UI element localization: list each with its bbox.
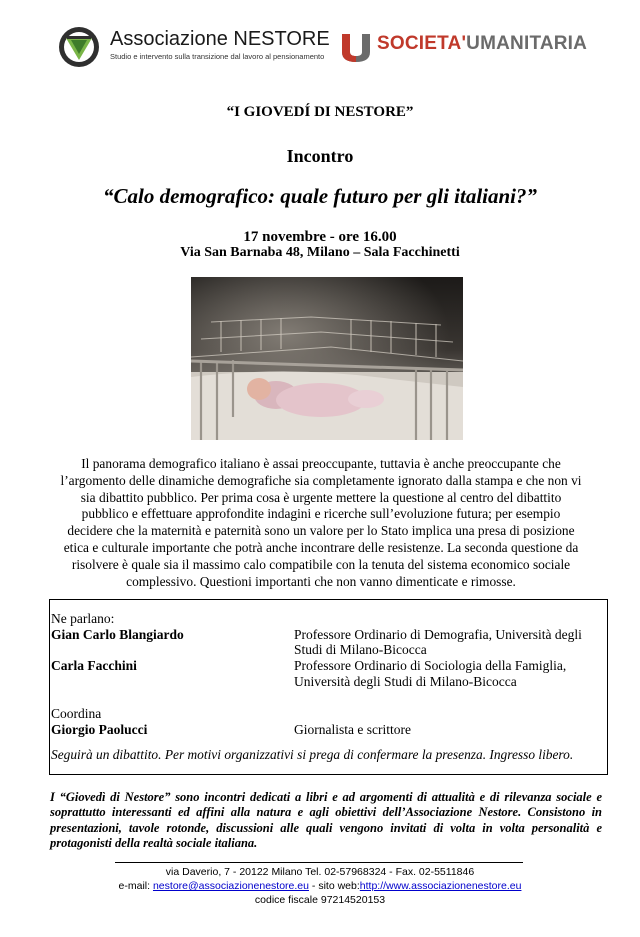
contact-address: via Daverio, 7 - 20122 Milano Tel. 02-57968324 - Fax. 02-5511846 xyxy=(165,866,475,878)
event-note: Seguirà un dibattito. Per motivi organizzativi si prega di confermare la presenza. Ingresso libero. xyxy=(51,747,574,762)
email-link[interactable]: nestore@associazionenestore.eu xyxy=(152,880,309,892)
speaker-name: Gian Carlo Blangiardo xyxy=(51,627,184,642)
association-name: Associazione NESTORE xyxy=(110,28,330,50)
about-text: I “Giovedì di Nestore” sono incontri dedicati a libri e ad argomenti di attualità e di rilevanza sociale e soprattutto interessanti ed affini alla natura e agli obiettivi dell’Associazione Nestore. Consistono in presentazioni, tavole rotonde, discussioni alle quali vengono invitati di volta in volta personalità e protagonisti della realtà sociale italiana. xyxy=(50,790,602,851)
website-link[interactable]: http://www.associazionenestore.eu xyxy=(359,880,522,892)
event-description: Il panorama demografico italiano è assai preoccupante, tuttavia è anche preoccupante che l’argomento delle dinamiche demografiche sia completamente ignorato dalla stampa e che non vi sia dibattito pubblico. Per prima cosa è urgente mettere la questione al centro del dibattito pubblico e effettuare approfondite indagini e ricerche sull’evoluzione futura; per esempio decidere che la maternità e paternità sono un valore per lo Stato implica una presa di posizione etica e culturale importante che potrà anche incontrare delle resistenze. La seconda questione da risolvere è quale sia il massimo calo compatibile con la tenuta del sistema economico sociale complessivo. Questioni importanti che non vanno dimenticate e rimosse. xyxy=(60,456,582,589)
speaker-role: Studi di Milano-Bicocca xyxy=(294,642,427,657)
nestore-logo-icon xyxy=(58,26,100,68)
web-label: - sito web: xyxy=(308,880,360,892)
fiscal-code: codice fiscale 97214520153 xyxy=(254,894,386,906)
event-date: 17 novembre - ore 16.00 xyxy=(243,229,397,245)
partner-name-grey: UMANITARIA xyxy=(466,33,588,54)
speakers-heading: Ne parlano: xyxy=(51,611,115,626)
moderator-heading: Coordina xyxy=(51,706,102,721)
speaker-name: Carla Facchini xyxy=(51,658,137,673)
partner-name xyxy=(377,33,587,55)
speaker-role: Professore Ordinario di Sociologia della Famiglia, xyxy=(294,658,567,673)
email-label: e-mail: xyxy=(118,880,153,892)
moderator-name: Giorgio Paolucci xyxy=(51,722,148,737)
speaker-role: Professore Ordinario di Demografia, Università degli xyxy=(294,627,582,642)
footer-divider xyxy=(115,862,523,863)
nursery-photo xyxy=(191,277,463,440)
speaker-role: Università degli Studi di Milano-Bicocca xyxy=(294,674,517,689)
event-venue: Via San Barnaba 48, Milano – Sala Facchinetti xyxy=(180,245,460,260)
contact-links xyxy=(0,880,640,892)
event-title: “Calo demografico: quale futuro per gli italiani?” xyxy=(102,184,538,208)
event-series: “I GIOVEDÍ DI NESTORE” xyxy=(226,104,414,120)
event-type: Incontro xyxy=(286,146,354,166)
moderator-role: Giornalista e scrittore xyxy=(294,722,411,737)
association-tagline: Studio e intervento sulla transizione dal lavoro al pensionamento xyxy=(110,52,325,61)
partner-name-red: SOCIETA' xyxy=(377,33,467,54)
societa-umanitaria-logo-icon xyxy=(338,30,374,66)
